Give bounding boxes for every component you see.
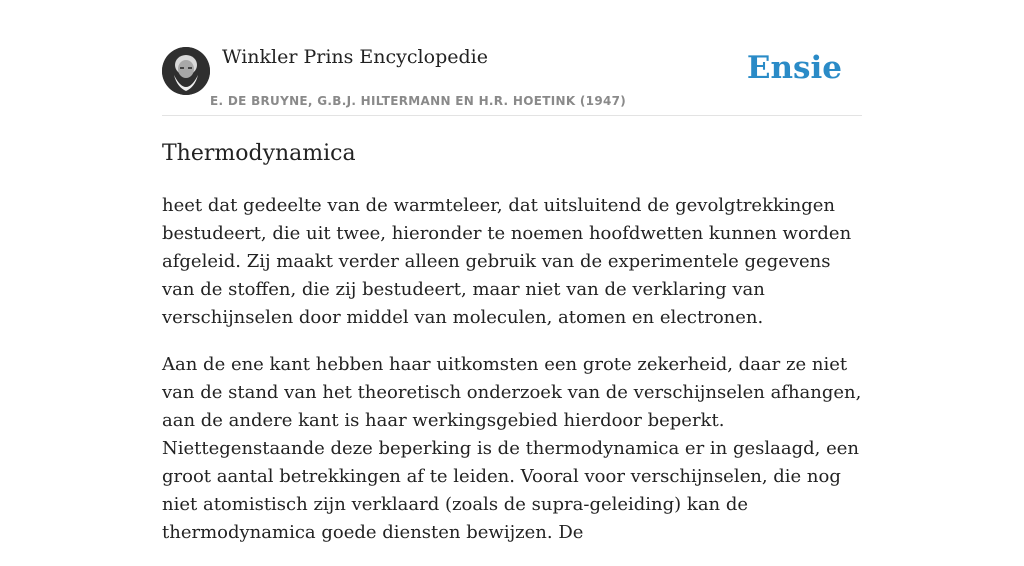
book-header xyxy=(162,0,862,116)
article-title: Thermodynamica xyxy=(162,141,356,166)
article-body xyxy=(162,192,862,566)
article-paragraph: Aan de ene kant hebben haar uitkomsten een grote zekerheid, daar ze niet van de stand van het theoretisch onderzoek van de verschijnselen afhangen, aan de andere kant is haar werkingsgebied hierdoor beperkt. Niettegenstaande deze beperking is de thermodynamica er in geslaagd, een groot aantal betrekkingen af te leiden. Vooral voor verschijnselen, die nog niet atomistisch zijn verklaard (zoals de supra-geleiding) kan de thermodynamica goede diensten bewijzen. De xyxy=(162,354,862,543)
ensie-logo-link[interactable]: Ensie xyxy=(746,50,842,86)
page xyxy=(162,0,862,543)
book-title[interactable]: Winkler Prins Encyclopedie xyxy=(222,46,488,68)
article-paragraph: heet dat gedeelte van de warmteleer, dat uitsluitend de gevolgtrekkingen bestudeert, die uit twee, hieronder te noemen hoofdwetten kunnen worden afgeleid. Zij maakt verder alleen gebruik van de experimentele gegevens van de stoffen, die zij bestudeert, maar niet van de verklaring van verschijnselen door middel van moleculen, atomen en electronen. xyxy=(162,195,852,328)
portrait-avatar-icon[interactable] xyxy=(162,47,210,95)
book-authors: E. DE BRUYNE, G.B.J. HILTERMANN EN H.R. HOETINK (1947) xyxy=(210,94,627,108)
